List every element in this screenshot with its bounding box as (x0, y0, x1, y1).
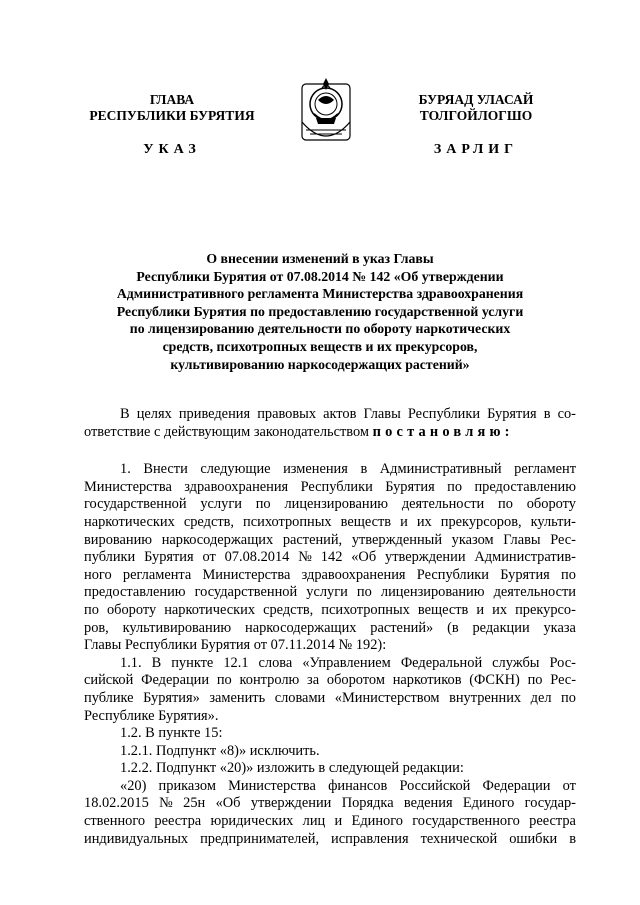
body-line (84, 831, 576, 849)
body-line (84, 532, 576, 550)
word: и (334, 813, 343, 830)
word: «Об (215, 795, 241, 812)
word: предпринимателей, (200, 830, 320, 847)
word: и (476, 601, 485, 618)
word: утверждении (250, 795, 332, 812)
word: сийской (84, 672, 134, 689)
word: 18.02.2015 (84, 795, 149, 812)
word: психотропных (321, 601, 410, 618)
word: Бурятия (487, 406, 537, 422)
word: обороту (526, 496, 576, 513)
word: растений, (282, 531, 343, 548)
word: Бурятия (144, 549, 194, 566)
item-1-2-2 (84, 760, 576, 778)
word: прекурсо- (515, 601, 576, 618)
word: изменения (283, 461, 348, 478)
word: Бурятия (385, 478, 435, 495)
word: «Управлением (302, 654, 391, 671)
word: услуги (306, 584, 348, 601)
word: Внести (143, 461, 188, 478)
word: Главы (503, 531, 541, 548)
word: утвержденный (351, 531, 443, 548)
word: Административный (379, 461, 502, 478)
word: их (492, 601, 508, 618)
word: Административ- (474, 549, 576, 566)
word: 12.1 (223, 654, 249, 671)
body-line (84, 584, 576, 602)
word: государ- (524, 795, 576, 812)
word: Федерации (141, 672, 210, 689)
title-line: культивированию наркосодержащих растений» (170, 356, 470, 372)
word: 142 (320, 549, 343, 566)
word: (в (447, 619, 459, 636)
word: внутренних (449, 689, 522, 706)
word: словами (274, 689, 326, 706)
word: приведения (178, 406, 251, 422)
word: указом (451, 531, 494, 548)
word: 1. (120, 461, 131, 478)
word: Бурятия» (143, 689, 200, 706)
word: актов (323, 406, 357, 422)
word: пункте (171, 654, 214, 671)
word: по (84, 601, 99, 618)
word: ров, (84, 619, 109, 636)
header-left-line1: ГЛАВА (149, 92, 195, 107)
word: наркосодержащих (245, 619, 357, 636)
word: реестра (529, 813, 576, 830)
word: дел (530, 689, 552, 706)
word: их (416, 513, 432, 530)
title-line: по лицензированию деятельности по обороту наркотических (129, 321, 511, 337)
word: в (360, 461, 368, 478)
word: слова (258, 654, 293, 671)
word: ственного (84, 813, 146, 830)
word: средств, (263, 601, 314, 618)
word: государственной (194, 584, 298, 601)
title-line: Административного регламента Министерства здравоохранения (116, 286, 524, 302)
word: обороту (106, 601, 157, 618)
word: Министерства (84, 478, 172, 495)
word: оборотом (326, 672, 385, 689)
word: правовых (257, 406, 317, 422)
word: деятельности (401, 496, 485, 513)
word: государственного (412, 813, 520, 830)
body-line (84, 690, 576, 708)
word: приказом (158, 777, 216, 794)
title-line: О внесении изменений в указ Главы (206, 251, 434, 266)
header-right-line1: БУРЯАД УЛАСАЙ (418, 92, 534, 107)
word: здравоохранения (184, 478, 289, 495)
word: государственной (84, 496, 187, 513)
body-line-last: Республике Бурятия». (84, 707, 219, 724)
word: № (159, 795, 173, 812)
word: публики (84, 549, 136, 566)
body-line (84, 672, 576, 690)
word: по (498, 496, 513, 513)
word: финансов (328, 777, 388, 794)
word: Главы (363, 406, 401, 422)
word: Рес- (550, 672, 576, 689)
word: заменить (209, 689, 266, 706)
body-line-last (84, 424, 576, 442)
word: услуги (200, 496, 242, 513)
word: 1.1. (120, 654, 142, 671)
preamble (84, 406, 576, 441)
coat-of-arms-icon (296, 74, 356, 146)
item-1 (84, 461, 576, 655)
word: лиц (302, 813, 326, 830)
body-line (84, 602, 576, 620)
word: юридических (210, 813, 294, 830)
word: наркотических (84, 513, 175, 530)
body-line-last: 1.2.2. Подпункт «20)» изложить в следующей редакции: (120, 760, 464, 777)
word: В (120, 406, 130, 422)
word: по (255, 496, 271, 513)
word: «Об (351, 549, 377, 566)
word: технической (420, 830, 498, 847)
word: Единого (351, 813, 403, 830)
word: в (569, 830, 576, 847)
body-line-last: 1.2.1. Подпункт «8)» исключить. (120, 742, 320, 759)
word: и (400, 513, 408, 530)
word: указа (543, 619, 576, 636)
body-line (84, 479, 576, 497)
word: культивированию (122, 619, 232, 636)
word: Российской (399, 777, 471, 794)
word: растений» (370, 619, 434, 636)
word: лицензированию (284, 496, 389, 513)
item-1-2-1 (84, 743, 576, 761)
header-left-line2: РЕСПУБЛИКИ БУРЯТИЯ (89, 108, 255, 123)
word: Единого (462, 795, 515, 812)
header-right-line2: ТОЛГОЙЛОГШО (419, 108, 533, 123)
word: 07.08.2014 (224, 549, 290, 566)
word: «20) (120, 777, 147, 794)
word: утверждении (385, 549, 466, 566)
word: Республики (416, 566, 489, 583)
decree-label-left: УКАЗ (143, 142, 201, 157)
decree-verb: постановляю: (372, 423, 514, 440)
body-line-last: 1.2. В пункте 15: (120, 725, 223, 742)
body-line (84, 655, 576, 673)
word: за (307, 672, 320, 689)
word: культи- (530, 513, 576, 530)
word: Рос- (549, 654, 576, 671)
word: предоставлению (474, 478, 576, 495)
word: регламент (514, 461, 576, 478)
word: наркотических (164, 601, 256, 618)
word: контролю (239, 672, 300, 689)
word: Министерства (228, 777, 316, 794)
body-line (84, 514, 576, 532)
word: по (356, 584, 372, 601)
word: Республики (407, 406, 481, 422)
body-line (84, 461, 576, 479)
word: Федерации (482, 777, 551, 794)
word: наркотиков (392, 672, 462, 689)
word: по (527, 672, 543, 689)
body-line (84, 406, 576, 424)
word: «Министерством (334, 689, 440, 706)
word: прекурсоров, (440, 513, 522, 530)
body-line (84, 567, 576, 585)
word: ного (84, 566, 112, 583)
word: лицензированию (380, 584, 485, 601)
word: публике (84, 689, 134, 706)
word: средств, (183, 513, 235, 530)
word: по (561, 566, 576, 583)
word: 25н (183, 795, 206, 812)
word: Рес- (550, 531, 576, 548)
word: ведения (403, 795, 453, 812)
word: от (562, 777, 576, 794)
preamble-prefix: ответствие с действующим законодательством (84, 423, 373, 440)
body-line (84, 549, 576, 567)
word: со- (557, 406, 576, 422)
word: Бурятия (500, 566, 550, 583)
body-line (84, 795, 576, 813)
body-line-last: Главы Республики Бурятия от 07.11.2014 № 192): (84, 637, 387, 654)
word: В (151, 654, 162, 671)
word: по (561, 689, 576, 706)
title-line: средств, психотропных веществ и их прекурсоров, (162, 338, 478, 354)
word: по (447, 478, 463, 495)
word: Республики (300, 478, 373, 495)
title-line: Республики Бурятия от 07.08.2014 № 142 «Об утверждении (136, 268, 504, 284)
word: целях (136, 406, 172, 422)
word: по (216, 672, 232, 689)
body-line (84, 496, 576, 514)
word: ошибки (509, 830, 558, 847)
word: Министерства (202, 566, 291, 583)
word: регламента (122, 566, 192, 583)
decree-label-right: ЗАРЛИГ (433, 142, 519, 157)
word: индивидуальных (84, 830, 189, 847)
word: реестра (154, 813, 202, 830)
word: веществ (340, 513, 392, 530)
word: Порядка (341, 795, 394, 812)
word: Федеральной (400, 654, 483, 671)
word: службы (492, 654, 540, 671)
item-1-1 (84, 655, 576, 725)
header-left (72, 92, 272, 124)
item-20 (84, 778, 576, 848)
title-line: Республики Бурятия по предоставлению государственной услуги (116, 303, 524, 319)
word: веществ (417, 601, 469, 618)
word: вированию (84, 531, 153, 548)
word: исправления (331, 830, 409, 847)
word: в (543, 406, 551, 422)
word: № (298, 549, 312, 566)
word: от (202, 549, 216, 566)
word: (ФСКН) (469, 672, 520, 689)
word: наркосодержащих (161, 531, 274, 548)
body-line (84, 813, 576, 831)
header-right (366, 92, 586, 124)
body-line (84, 778, 576, 796)
word: редакции (472, 619, 530, 636)
word: психотропных (243, 513, 332, 530)
word: предоставлению (84, 584, 186, 601)
word: здравоохранения (301, 566, 406, 583)
item-1-2 (84, 725, 576, 743)
document-title (60, 250, 580, 373)
word: следующие (200, 461, 271, 478)
body-line (84, 620, 576, 638)
document-body (84, 398, 576, 848)
word: деятельности (493, 584, 576, 601)
